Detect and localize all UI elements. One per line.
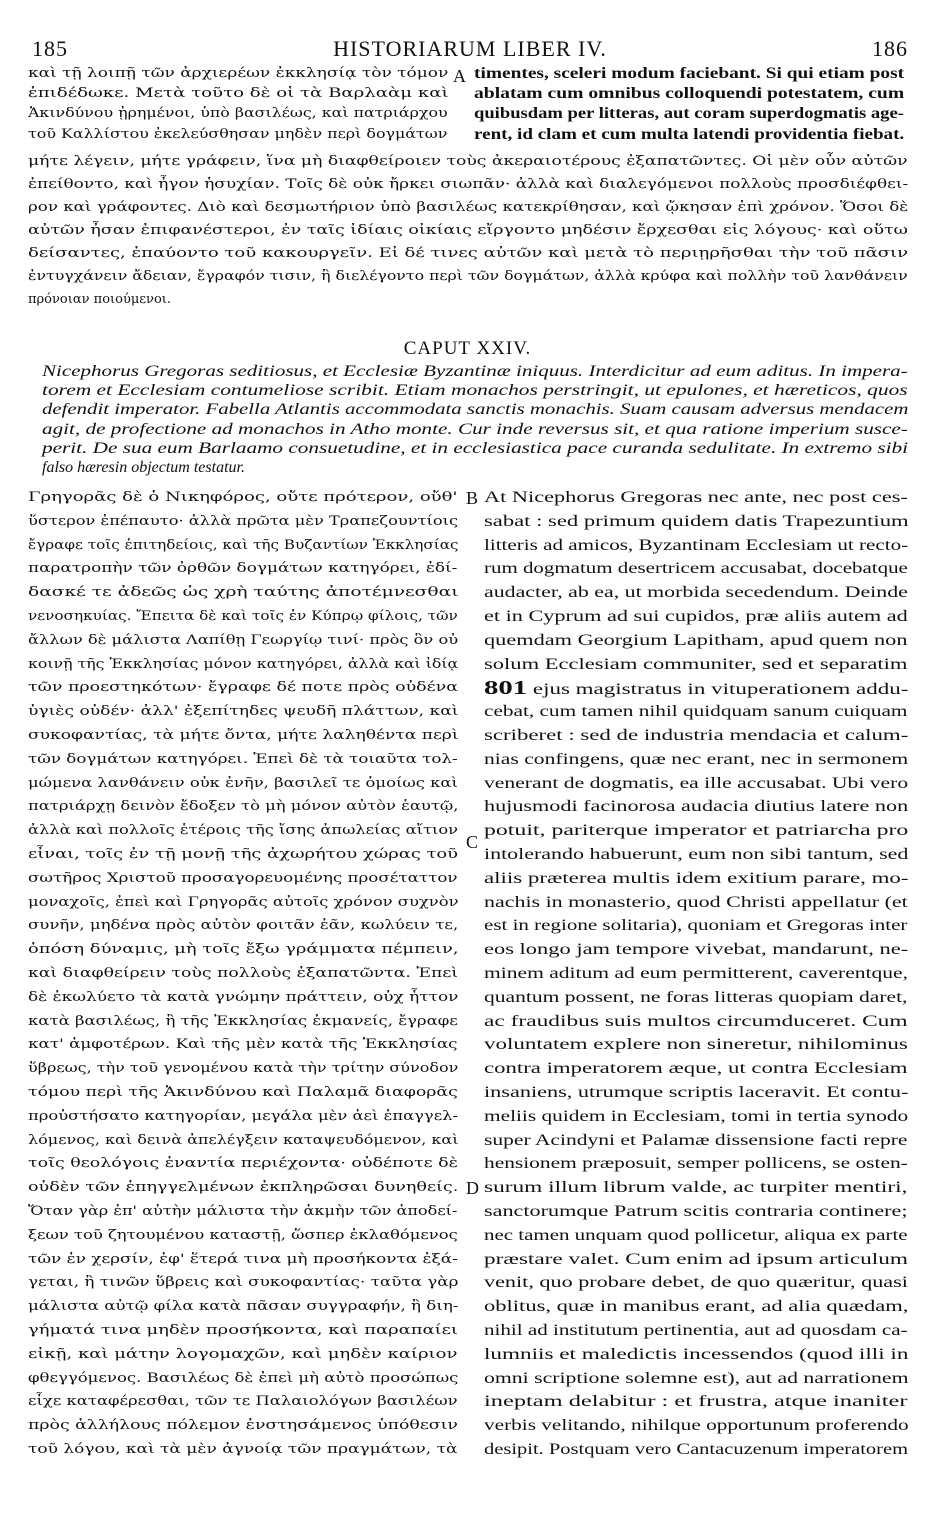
text-line: eos longo jam tempore vivebat, mandarunt, ne- xyxy=(484,941,909,959)
text-line: οὐδὲν τῶν ἐπηγγελμένων ἐκπληρῶσαι δυνηθείς. xyxy=(28,1180,459,1196)
text-line: sabat : sed primum quidem datis Trapezuntium xyxy=(484,512,909,530)
text-line: hujusmodi facinorosa audacia diutius latere non xyxy=(484,798,909,816)
column-line-text: ejus magistratus in vituperationem addu- xyxy=(527,681,909,699)
text-line: ὁπόση δύναμις, μὴ τοῖς ἔξω γράμματα πέμπειν, xyxy=(28,942,459,958)
summary-line: defendit imperator. Fabella Atlantis accommodata sanctis monachis. Suam causam adversus mendacem xyxy=(42,401,909,419)
text-line: δασκέ τε ἀδεῶς ὡς χρὴ ταύτης ἀποτέμνεσθαι xyxy=(28,585,459,601)
text-line: sanctorumque Patrum scitis contraria continere; xyxy=(484,1203,908,1220)
text-line: συκοφαντίας, τὰ μήτε ὄντα, μήτε λαληθέντα περὶ xyxy=(28,728,459,743)
summary-line: perit. De sua eum Barlaamo consuetudine, et in ecclesiastica pace curanda sedulitate. In extremo sibi xyxy=(42,439,909,457)
margin-marker-a: A xyxy=(453,66,466,86)
summary-line: agit, de profectione ad monachos in Atho monte. Cur inde reversus sit, et qua ratione imperium susce- xyxy=(42,420,908,438)
text-line: ξεων τοῦ ζητουμένου καταστῇ, ὥσπερ ἐκλαθόμενος xyxy=(28,1227,458,1243)
margin-marker-c: C xyxy=(466,832,479,852)
text-line: ac fraudibus suis multos circumduceret. Cum xyxy=(484,1012,908,1030)
text-line: hensionem præposuit, semper pollicens, se osten- xyxy=(484,1155,908,1173)
text-line: προὐστήσατο κατηγορίαν, μεγάλα μὲν ἀεὶ ἐπαγγελ- xyxy=(28,1108,459,1124)
text-line: timentes, sceleri modum faciebant. Si qui etiam post xyxy=(474,65,905,82)
text-line: super Acindyni et Palamæ dissensione facti repre xyxy=(484,1131,908,1149)
text-line: ἐπιδέδωκε. Μετὰ τοῦτο δὲ οἱ τὰ Βαρλαὰμ καὶ xyxy=(28,86,449,102)
text-line: verbis velitando, nihilque opportunum proferendo xyxy=(484,1417,909,1435)
text-line: meliis quidem in Ecclesiam, tomi in tertia synodo xyxy=(484,1107,909,1125)
text-line: δὲ ἐκωλύετο τὰ κατὰ γνώμην πράττειν, οὐχ ἧττον xyxy=(28,989,459,1005)
text-line: εἶναι, τοῖς ἐν τῇ μονῇ τῆς ἀχωρήτου χώρας τοῦ xyxy=(28,847,458,862)
text-line: ὕστερον ἐπέπαυτο· ἀλλὰ πρῶτα μὲν Τραπεζουντίοις xyxy=(28,513,459,529)
text-line: μάλιστα αὐτῷ φίλα κατὰ πᾶσαν συγγραφήν, ἢ διη- xyxy=(28,1299,459,1315)
text-line: surum illum librum valde, ac turpiter mentiri, xyxy=(484,1179,908,1197)
text-line: oblitus, quæ in manibus erant, ad alia quædam, xyxy=(484,1298,909,1316)
text-line: aliis præterea multis idem exitium parare, mo- xyxy=(484,869,909,887)
text-line: omni scriptione solemne est), aut ad narrationem xyxy=(484,1369,909,1387)
text-line: ἀλλὰ καὶ πολλοῖς ἑτέροις τῆς ἴσης ἀπωλείας αἴτιον xyxy=(28,823,459,839)
text-line: ἔγραφε τοῖς ἐπιτηδείοις, καὶ τῆς Βυζαντίων Ἐκκλησίας xyxy=(28,537,459,553)
text-line: κατὰ βασιλέως, ἢ τῆς Ἐκκλησίας ἐκμανείς, ἔγραφε xyxy=(28,1013,458,1029)
text-line: δείσαντες, ἐπαύοντο τοῦ κακουργεῖν. Εἰ δέ τινες αὐτῶν καὶ μετὰ τὸ περιῃρῆσθαι τὴν τοῦ πᾶσιν xyxy=(28,246,909,261)
text-line: ἄλλων δὲ μάλιστα Λαπίθῃ Γεωργίῳ τινί· πρὸς ὃν οὐ xyxy=(28,632,459,648)
text-line: nias confingens, quæ nec erant, nec in sermonem xyxy=(484,750,909,768)
text-line: insaniens, utrumque scriptis laceravit. Et contu- xyxy=(484,1084,909,1101)
text-line: ὕβρεως, τὴν τοῦ γενομένου κατὰ τὴν τρίτην σύνοδον xyxy=(28,1061,459,1077)
text-line: voluntatem explere non sineretur, nihilominus xyxy=(484,1036,908,1054)
text-line: ρον καὶ γράφοντες. Διὸ καὶ δεσμωτήριον ὑπὸ βασιλέως κατεκρίθησαν, καὶ ᾤκησαν ἐπὶ χρόνον. Ὅσοι δὲ xyxy=(28,200,909,215)
text-line: desipit. Postquam vero Cantacuzenum imperatorem xyxy=(484,1441,909,1458)
text-line: κατ' ἀμφοτέρων. Καὶ τῆς μὲν κατὰ τῆς Ἐκκλησίας xyxy=(28,1037,458,1053)
text-line: πρόνοιαν ποιούμενοι. xyxy=(28,292,171,307)
text-line: καὶ διαφθείρειν τοὺς πολλοὺς ἐξαπατῶντα. Ἐπεὶ xyxy=(28,966,459,981)
text-line: μήτε λέγειν, μήτε γράφειν, ἵνα μὴ διαφθείροιεν τοὺς ἀκεραιοτέρους ἐξαπατῶντες. Οἱ μὲν οὖν αὐτῶν xyxy=(28,154,908,169)
text-line: contra imperatorem æque, ut contra Ecclesiam xyxy=(484,1060,908,1078)
text-line: litteris ad amicos, Byzantinam Ecclesiam ut recto- xyxy=(484,536,909,554)
text-line: τοῦ λόγου, καὶ τὰ μὲν ἀγνοίᾳ τῶν πραγμάτων, τὰ xyxy=(28,1442,458,1457)
text-line: φθεγγόμενος. Βασιλέως δὲ ἐπεὶ μὴ αὐτὸ προσώπως xyxy=(28,1370,459,1386)
text-line: ablatam cum omnibus colloquendi potestatem, cum xyxy=(474,85,905,103)
text-line: κοινῇ τῆς Ἐκκλησίας μόνον κατηγόρει, ἀλλὰ καὶ ἰδίᾳ xyxy=(28,656,459,672)
page-number-right: 186 xyxy=(872,36,908,61)
text-line: venerant de dogmatis, ea ille accusabat. Ubi vero xyxy=(484,774,909,792)
text-line: est in regione solitaria), quoniam et Gregoras inter xyxy=(484,917,908,935)
text-line: quemdam Georgium Lapitham, apud quem non xyxy=(484,631,908,649)
text-line: τοῦ Καλλίστου ἐκελεύσθησαν μηδὲν περὶ δογμάτων xyxy=(28,126,448,142)
summary-line: torem et Ecclesiam contumeliose scribit. Etiam monachos perstringit, ut epulones, et hæreticos, quos xyxy=(42,382,908,400)
text-line: σωτῆρος Χριστοῦ προσαγορευομένης προσέταττον xyxy=(28,870,458,886)
text-line: et in Cyprum ad sui cupidos, præ aliis autem ad xyxy=(484,608,908,625)
text-line: potuit, pariterque imperator et patriarcha pro xyxy=(484,822,909,840)
page-number-left: 185 xyxy=(32,36,68,61)
text-line: audacter, ab ea, ut morbida secedendum. Deinde xyxy=(484,584,908,602)
margin-marker-b: B xyxy=(466,488,479,508)
text-line: præstare valet. Cum enim ad ipsum articulum xyxy=(484,1250,908,1268)
text-line: μοναχοῖς, ἐπεὶ καὶ Γρηγορᾶς αὐτοῖς χρόνον συχνὸν xyxy=(28,894,459,910)
text-line: νενοσηκυίας. Ἔπειτα δὲ καὶ τοῖς ἐν Κύπρῳ φίλοις, τῶν xyxy=(28,609,458,624)
text-line: venit, quo probare debet, de quo quæritur, quasi xyxy=(484,1274,908,1292)
text-line: εἶχε καταφέρεσθαι, τῶν τε Παλαιολόγων βασιλέων xyxy=(28,1394,458,1410)
text-line: cebat, cum tamen nihil quidquam sanum cuiquam xyxy=(484,703,908,721)
text-line: solum Ecclesiam communiter, sed et separatim xyxy=(484,655,908,673)
text-line: ineptam delabitur : et frustra, atque inaniter xyxy=(484,1393,908,1411)
text-line: τῶν δογμάτων κατηγόρει. Ἐπεὶ δὲ τὰ τοιαῦτα τολ- xyxy=(28,751,458,767)
text-line: λόμενος, καὶ δεινὰ ἀπελέγξειν καταψευδόμενον, καὶ xyxy=(28,1132,459,1148)
text-line: Γρηγορᾶς δὲ ὁ Νικηφόρος, οὔτε πρότερον, οὔθ' xyxy=(28,490,458,505)
text-line: nachis in monasterio, quod Christi appellatur (et xyxy=(484,893,908,911)
text-line: Ἀκινδύνου ᾑρημένοι, ὑπὸ βασιλέως, καὶ πατριάρχου xyxy=(28,106,448,122)
text-line: ἐπείθοντο, καὶ ἦγον ἡσυχίαν. Τοῖς δὲ οὐκ ἤρκει σιωπᾶν· ἀλλὰ καὶ διαλεγόμενοι πολλοὺς προσδιέφθει- xyxy=(28,177,909,192)
text-line: Ὅταν γὰρ ἐπ' αὐτὴν μάλιστα τὴν ἀκμὴν τῶν ἀποδεί- xyxy=(28,1204,458,1219)
text-line: παρατροπὴν τῶν ὀρθῶν δογμάτων κατηγόρει, ἐδί- xyxy=(28,561,458,577)
text-line: intolerando habuerunt, eum non sibi tantum, sed xyxy=(484,846,909,863)
text-line: πρὸς ἀλλήλους πόλεμον ἐνστησάμενος ὑπόθεσιν xyxy=(28,1418,458,1434)
text-line: καὶ τῇ λοιπῇ τῶν ἀρχιερέων ἐκκλησίᾳ τὸν τόμον xyxy=(28,66,449,81)
text-line: ὑγιὲς οὐδέν· ἀλλ' ἐξεπίτηδες ψευδῆ πλάττων, καὶ xyxy=(28,704,459,720)
text-line: At Nicephorus Gregoras nec ante, nec post ces- xyxy=(484,489,908,506)
text-line: scriberet : sed de industria mendacia et calum- xyxy=(484,727,909,744)
text-line: ἐντυγχάνειν ἄδειαν, ἔγραφόν τισιν, ἢ διελέγοντο περὶ τῶν δογμάτων, ἀλλὰ κρύφα καὶ πολλὴν τοῦ λανθάνειν xyxy=(28,269,908,284)
running-title: HISTORIARUM LIBER IV. xyxy=(333,36,607,61)
margin-marker-d: D xyxy=(466,1178,479,1198)
text-line: γεται, ἢ τινῶν ὕβρεις καὶ συκοφαντίας· ταῦτα γὰρ xyxy=(28,1275,459,1291)
column-number: 801 xyxy=(484,677,528,700)
text-line: τῶν προεστηκότων· ἔγραφε δέ ποτε πρὸς οὐδένα xyxy=(28,680,459,696)
text-line: γήματά τινα μηδὲν προσήκοντα, καὶ παραπαίει xyxy=(28,1323,458,1338)
text-line: συνῆν, μηδένα πρὸς αὐτὸν φοιτᾶν ἐᾶν, κωλύειν τε, xyxy=(28,918,459,934)
text-line: τόμου περὶ τῆς Ἀκινδύνου καὶ Παλαμᾶ διαφορᾶς xyxy=(28,1085,458,1100)
text-line: τοῖς θεολόγοις ἐναντία περιέχοντα· οὐδέποτε δὲ xyxy=(28,1156,458,1172)
summary-line: falso hæresin objectum testatur. xyxy=(42,459,245,476)
text-line: εἰκῇ, καὶ μάτην λογομαχῶν, καὶ μηδὲν καίριον xyxy=(28,1346,458,1362)
text-line: quibusdam per litteras, aut coram superdogmatis age- xyxy=(474,105,904,123)
text-line: lumniis et maledictis incessendos (quod illi in xyxy=(484,1345,909,1363)
text-line: αὐτῶν ἦσαν ἐπιφανέστεροι, ἐν ταῖς ἰδίαις οἰκίαις εἴργοντο μηδέσιν ἔρχεσθαι εἰς λόγους· καὶ οὕτω xyxy=(28,223,908,238)
summary-line: Nicephorus Gregoras seditiosus, et Ecclesiæ Byzantinæ iniquus. Interdicitur ad eum aditus. In impera- xyxy=(42,363,908,380)
text-line: rent, id clam et cum multa latendi providentia fiebat. xyxy=(474,125,905,143)
text-line: rum dogmatum desertricem accusabat, docebatque xyxy=(484,560,908,578)
text-line: nec tamen unquam quod pollicetur, aliqua ex parte xyxy=(484,1226,908,1244)
text-line: τῶν ἐν χερσίν, ἐφ' ἕτερά τινα μὴ προσήκοντα ἐξά- xyxy=(28,1251,458,1267)
text-line xyxy=(484,678,908,698)
text-line: minem aditum ad eum permitterent, caverentque, xyxy=(484,965,908,982)
text-line: quantum possent, ne foras litteras quopiam daret, xyxy=(484,988,908,1006)
chapter-heading: CAPUT XXIV. xyxy=(403,338,532,359)
text-line: πατριάρχῃ δεινὸν ἔδοξεν τὸ μὴ μόνον αὐτὸν ἑαυτῷ, xyxy=(28,799,459,815)
text-line: nihil ad institutum pertinentia, aut ad quosdam ca- xyxy=(484,1322,908,1339)
text-line: μώμενα λανθάνειν οὐκ ἐνῆν, βασιλεῖ τε ὁμοίως καὶ xyxy=(28,775,458,791)
